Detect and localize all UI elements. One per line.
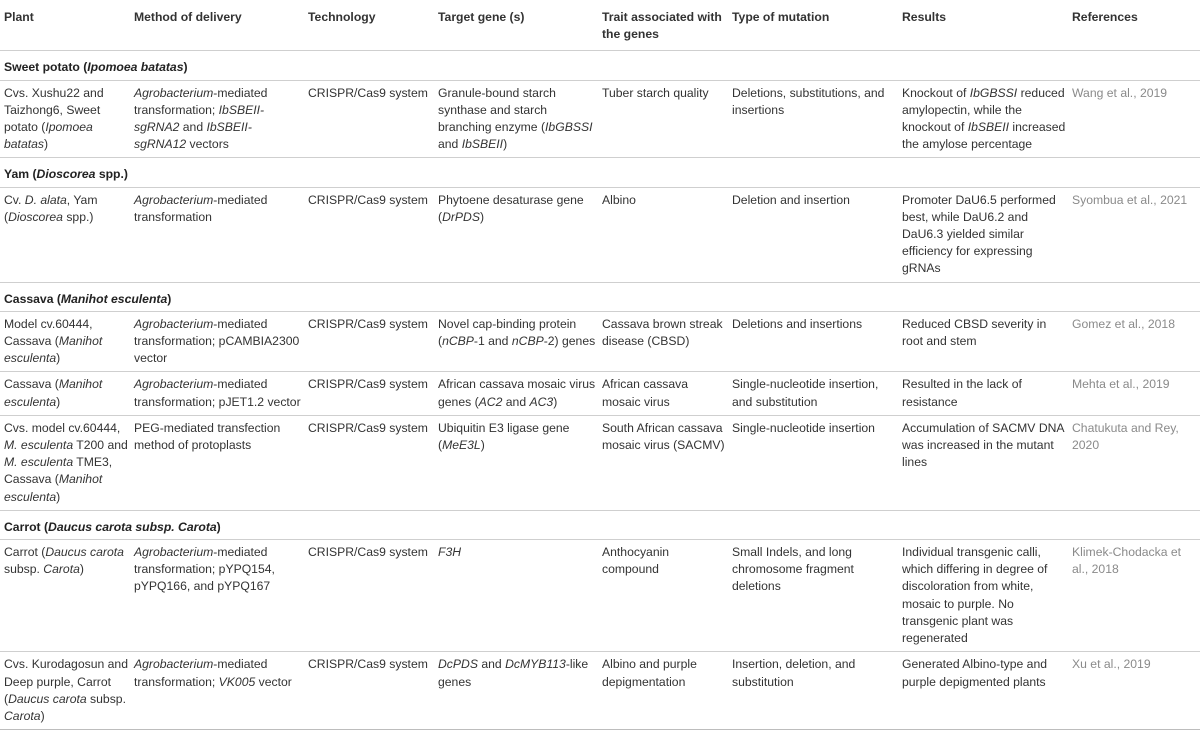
section-title-text: Carrot ( — [4, 519, 49, 534]
cell-gene — [434, 80, 598, 158]
section-title-text: Yam ( — [4, 167, 37, 182]
cell-plant — [0, 187, 130, 282]
section-title-italic: Dioscorea — [36, 167, 96, 182]
section-title-italic: Manihot esculenta — [60, 291, 168, 306]
text-run: ) — [480, 438, 485, 453]
cell-reference: Syombua et al., 2021 — [1068, 187, 1200, 282]
italic-text: Manihot esculenta — [4, 377, 103, 409]
text-run: TME3, Cassava ( — [4, 455, 113, 487]
text-run: -1 and — [473, 334, 512, 349]
cell-method — [130, 187, 304, 282]
cell-method — [130, 652, 304, 730]
text-run: -2) genes — [543, 334, 596, 349]
italic-text: DcMYB113 — [505, 657, 566, 672]
cell-plant — [0, 80, 130, 158]
italic-text: AC2 — [478, 394, 503, 409]
cell-plant — [0, 372, 130, 415]
cell-gene — [434, 540, 598, 652]
cell-results — [898, 540, 1068, 652]
section-title-text: Sweet potato ( — [4, 60, 88, 75]
cell-method — [130, 311, 304, 372]
cell-reference: Wang et al., 2019 — [1068, 80, 1200, 158]
text-run: ) — [503, 137, 508, 152]
cell-results — [898, 80, 1068, 158]
section-row — [0, 510, 1200, 539]
header-target-gene: Target gene (s) — [434, 0, 598, 51]
text-run: -mediated transformation; — [134, 657, 268, 689]
section-row — [0, 51, 1200, 80]
italic-text: IbSBEII-sgRNA2 — [134, 102, 265, 135]
italic-text: M. esculenta — [4, 455, 74, 470]
cell-gene — [434, 372, 598, 415]
italic-text: DcPDS — [438, 657, 478, 672]
cell-gene — [434, 415, 598, 510]
italic-text: Agrobacterium — [134, 545, 214, 560]
italic-text: Agrobacterium — [134, 377, 214, 392]
header-technology: Technology — [304, 0, 434, 51]
header-results: Results — [898, 0, 1068, 51]
text-run: ) — [56, 394, 61, 409]
text-run: Reduced CBSD severity in root and stem — [902, 316, 1047, 349]
cell-plant — [0, 311, 130, 372]
cell-technology: CRISPR/Cas9 system — [304, 372, 434, 415]
italic-text: IbGBSSI — [969, 85, 1018, 100]
text-run: , Yam ( — [4, 192, 98, 224]
table-row — [0, 652, 1200, 730]
text-run: Knockout of — [902, 85, 970, 100]
italic-text: Manihot esculenta — [4, 334, 103, 366]
header-trait: Trait associated with the genes — [598, 0, 728, 51]
cell-technology: CRISPR/Cas9 system — [304, 80, 434, 158]
cell-trait: Anthocyanin compound — [598, 540, 728, 652]
italic-text: Daucus carota — [8, 691, 87, 706]
text-run: Promoter DaU6.5 performed best, while DaU6.2 and DaU6.3 yielded similar efficiency for expressing gRNAs — [902, 192, 1056, 276]
italic-text: IbSBEII — [461, 137, 504, 152]
cell-plant — [0, 540, 130, 652]
text-run: Generated Albino-type and purple depigmented plants — [902, 657, 1047, 689]
text-run: vectors — [186, 137, 229, 152]
italic-text: DrPDS — [442, 209, 480, 224]
section-title — [0, 51, 1200, 80]
text-run: Cvs. Xushu22 and Taizhong6, Sweet potato ( — [4, 85, 104, 135]
italic-text: nCBP — [511, 334, 544, 349]
table-row — [0, 80, 1200, 158]
text-run: -mediated transformation; pJET1.2 vector — [134, 377, 301, 409]
text-run: -mediated transformation; pYPQ154, pYPQ166, and pYPQ167 — [134, 545, 275, 594]
cell-mutation: Small Indels, and long chromosome fragment deletions — [728, 540, 898, 652]
text-run: Cv. — [4, 192, 25, 207]
cell-reference: Xu et al., 2019 — [1068, 652, 1200, 730]
text-run: Granule-bound starch synthase and starch branching enzyme ( — [438, 85, 556, 135]
cell-plant — [0, 652, 130, 730]
italic-text: Daucus carota — [45, 545, 124, 560]
italic-text: IbSBEII — [967, 120, 1010, 135]
text-run: ) — [553, 394, 558, 409]
italic-text: M. esculenta — [4, 438, 74, 453]
cell-technology: CRISPR/Cas9 system — [304, 415, 434, 510]
section-title-end: spp.) — [95, 167, 128, 182]
italic-text: Agrobacterium — [134, 657, 214, 672]
table-row — [0, 415, 1200, 510]
cell-plant — [0, 415, 130, 510]
text-run: -like genes — [438, 657, 589, 689]
text-run: subsp. — [86, 691, 126, 706]
italic-text: Manihot esculenta — [4, 472, 103, 504]
table-row — [0, 311, 1200, 372]
section-title-end: ) — [167, 291, 172, 306]
text-run: Cassava ( — [4, 377, 59, 392]
cell-results — [898, 372, 1068, 415]
cell-method — [130, 415, 304, 510]
table-body — [0, 51, 1200, 730]
text-run: ) — [479, 209, 485, 224]
italic-text: IbSBEII-sgRNA12 — [134, 120, 252, 152]
cell-mutation: Deletion and insertion — [728, 187, 898, 282]
section-title-end: ) — [216, 519, 221, 534]
table-row — [0, 187, 1200, 282]
cell-mutation: Single-nucleotide insertion, and substitution — [728, 372, 898, 415]
italic-text: Ipomoea batatas — [4, 120, 93, 152]
cell-results — [898, 311, 1068, 372]
table-row — [0, 540, 1200, 652]
text-run: Accumulation of SACMV DNA was increased in the mutant lines — [902, 420, 1064, 470]
text-run: Model cv.60444, Cassava ( — [4, 316, 93, 349]
italic-text: IbGBSSI — [545, 120, 593, 135]
cell-trait: South African cassava mosaic virus (SACMV) — [598, 415, 728, 510]
text-run: -mediated transformation; pCAMBIA2300 vector — [134, 316, 300, 366]
section-row — [0, 282, 1200, 311]
cell-mutation: Insertion, deletion, and substitution — [728, 652, 898, 730]
section-title — [0, 282, 1200, 311]
text-run: ) — [40, 708, 45, 723]
cell-mutation: Deletions, substitutions, and insertions — [728, 80, 898, 158]
cell-trait: Albino — [598, 187, 728, 282]
table-header — [0, 0, 1200, 51]
cell-method — [130, 540, 304, 652]
text-run: -mediated transformation — [134, 192, 268, 224]
cell-method — [130, 372, 304, 415]
cell-trait: Tuber starch quality — [598, 80, 728, 158]
section-title — [0, 158, 1200, 187]
text-run: ) — [43, 137, 49, 152]
italic-text: Agrobacterium — [134, 192, 214, 207]
italic-text: F3H — [438, 545, 462, 560]
cell-gene — [434, 652, 598, 730]
header-plant: Plant — [0, 0, 130, 51]
text-run: ) — [56, 351, 61, 366]
cell-results — [898, 415, 1068, 510]
text-run: reduced amylopectin, while the knockout of — [902, 85, 1065, 135]
section-title-italic: Ipomoea batatas — [87, 60, 184, 75]
text-run: and — [179, 120, 207, 135]
text-run: subsp. — [4, 562, 44, 577]
italic-text: Agrobacterium — [134, 85, 214, 100]
italic-text: Carota — [4, 708, 41, 723]
text-run: Novel cap-binding protein ( — [438, 316, 577, 349]
cell-results — [898, 652, 1068, 730]
section-title-text: Cassava ( — [4, 291, 61, 306]
text-run: spp.) — [62, 209, 94, 224]
text-run: Phytoene desaturase gene ( — [438, 192, 584, 224]
text-run: PEG-mediated transfection method of protoplasts — [134, 420, 281, 453]
text-run: Carrot ( — [4, 545, 46, 560]
cell-gene — [434, 187, 598, 282]
cell-mutation: Deletions and insertions — [728, 311, 898, 372]
italic-text: AC3 — [529, 394, 554, 409]
text-run: and — [477, 657, 506, 672]
cell-reference: Mehta et al., 2019 — [1068, 372, 1200, 415]
cell-technology: CRISPR/Cas9 system — [304, 187, 434, 282]
section-title-end: ) — [183, 60, 188, 75]
table-row — [0, 372, 1200, 415]
text-run: T200 and — [73, 438, 128, 453]
section-title — [0, 510, 1200, 539]
cell-technology: CRISPR/Cas9 system — [304, 540, 434, 652]
text-run: ) — [79, 562, 84, 577]
text-run: Cvs. Kurodagosun and Deep purple, Carrot ( — [4, 657, 128, 706]
cell-mutation: Single-nucleotide insertion — [728, 415, 898, 510]
cell-gene — [434, 311, 598, 372]
italic-text: VK005 — [218, 674, 256, 689]
header-references: References — [1068, 0, 1200, 51]
cell-technology: CRISPR/Cas9 system — [304, 652, 434, 730]
section-row — [0, 158, 1200, 187]
cell-results — [898, 187, 1068, 282]
text-run: Individual transgenic calli, which differing in degree of discoloration from white, mosaic to purple. No transgenic plant was regenerated — [902, 545, 1048, 646]
header-mutation-type: Type of mutation — [728, 0, 898, 51]
section-title-italic: Daucus carota subsp. Carota — [48, 519, 217, 534]
italic-text: nCBP — [442, 334, 474, 349]
cell-trait: Albino and purple depigmentation — [598, 652, 728, 730]
text-run: -mediated transformation; — [134, 85, 268, 117]
cell-method — [130, 80, 304, 158]
cell-technology: CRISPR/Cas9 system — [304, 311, 434, 372]
text-run: vector — [255, 674, 292, 689]
text-run: Ubiquitin E3 ligase gene ( — [438, 420, 570, 453]
cell-reference: Chatukuta and Rey, 2020 — [1068, 415, 1200, 510]
italic-text: Agrobacterium — [134, 316, 214, 331]
italic-text: D. alata — [24, 192, 67, 207]
text-run: Cvs. model cv.60444, — [4, 420, 121, 435]
header-method: Method of delivery — [130, 0, 304, 51]
italic-text: MeE3L — [442, 438, 481, 453]
cell-reference: Gomez et al., 2018 — [1068, 311, 1200, 372]
text-run: increased the amylose percentage — [902, 120, 1066, 152]
text-run: Resulted in the lack of resistance — [902, 377, 1022, 409]
cell-reference: Klimek-Chodacka et al., 2018 — [1068, 540, 1200, 652]
text-run: and — [502, 394, 530, 409]
italic-text: Dioscorea — [8, 209, 63, 224]
text-run: and — [438, 137, 462, 152]
italic-text: Carota — [43, 562, 80, 577]
text-run: African cassava mosaic virus genes ( — [438, 377, 596, 409]
cell-trait: African cassava mosaic virus — [598, 372, 728, 415]
cell-trait: Cassava brown streak disease (CBSD) — [598, 311, 728, 372]
text-run: ) — [56, 489, 61, 504]
